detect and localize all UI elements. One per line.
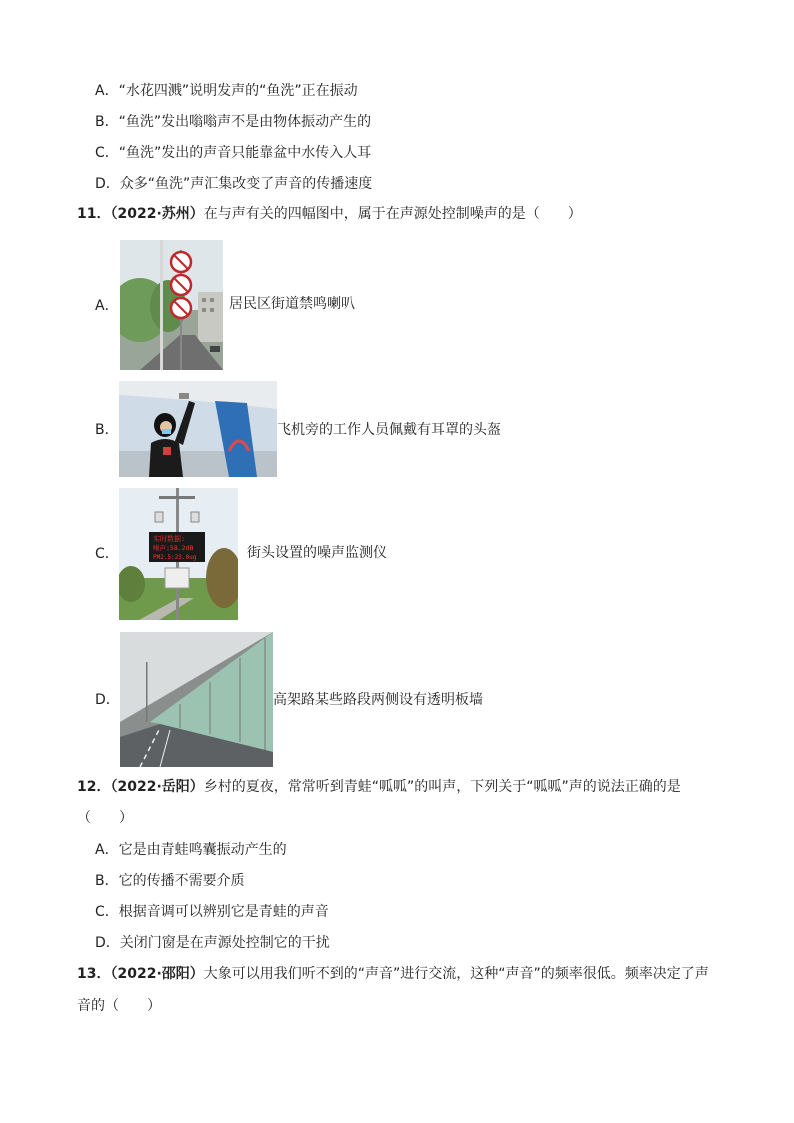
q11-text: 在与声有关的四幅图中，属于在声源处控制噪声的是（ ） <box>203 206 582 222</box>
q11-stem <box>77 204 582 224</box>
q12-source: （2022·岳阳） <box>110 779 204 795</box>
q10-option-d: D．众多“鱼洗”声汇集改变了声音的传播速度 <box>95 176 373 192</box>
q10-option-c: C．“鱼洗”发出的声音只能靠盆中水传入人耳 <box>95 145 372 161</box>
q12-stem <box>77 777 681 797</box>
sound-barrier-photo <box>120 632 273 767</box>
q11-source: （2022·苏州） <box>110 206 204 222</box>
q11-number: 11． <box>77 206 111 222</box>
q12-option-a: A．它是由青蛙鸣囊振动产生的 <box>95 842 287 858</box>
q13-number: 13． <box>77 966 111 982</box>
monitor-line-3: PM2.5:23.0ug <box>153 554 197 561</box>
airplane-worker-photo <box>119 381 277 477</box>
q12-option-c: C．根据音调可以辨别它是青蛙的声音 <box>95 904 329 920</box>
q11-option-d-caption: 高架路某些路段两侧设有透明板墙 <box>273 692 483 708</box>
monitor-line-2: 噪声:58.2dB <box>153 544 194 552</box>
q12-number: 12． <box>77 779 111 795</box>
q13-text: 大象可以用我们听不到的“声音”进行交流，这种“声音”的频率很低。频率决定了声 <box>203 966 709 982</box>
q13-source: （2022·邵阳） <box>110 966 204 982</box>
q11-option-d-label: D． <box>95 692 120 708</box>
q11-option-b-label: B． <box>95 422 119 438</box>
q12-option-b: B．它的传播不需要介质 <box>95 873 245 889</box>
q11-option-a-label: A． <box>95 298 119 314</box>
q11-option-c-caption: 街头设置的噪声监测仪 <box>247 545 387 561</box>
q11-option-c-label: C． <box>95 546 119 562</box>
q12-option-d: D．关闭门窗是在声源处控制它的干扰 <box>95 935 330 951</box>
q13-stem-cont: 音的（ ） <box>77 998 161 1014</box>
q10-option-b: B．“鱼洗”发出嗡嗡声不是由物体振动产生的 <box>95 114 372 130</box>
q12-text: 乡村的夏夜，常常听到青蛙“呱呱”的叫声，下列关于“呱呱”声的说法正确的是 <box>203 779 681 795</box>
noise-monitor-photo <box>119 488 238 620</box>
street-no-horn-photo <box>120 240 223 370</box>
monitor-line-1: 实时数据: <box>153 535 186 543</box>
q12-stem-cont: （ ） <box>77 810 133 826</box>
q11-option-a-caption: 居民区街道禁鸣喇叭 <box>229 296 355 312</box>
q10-option-a: A．“水花四溅”说明发声的“鱼洗”正在振动 <box>95 83 358 99</box>
q13-stem <box>77 964 709 984</box>
q11-option-b-caption: 飞机旁的工作人员佩戴有耳罩的头盔 <box>277 422 501 438</box>
